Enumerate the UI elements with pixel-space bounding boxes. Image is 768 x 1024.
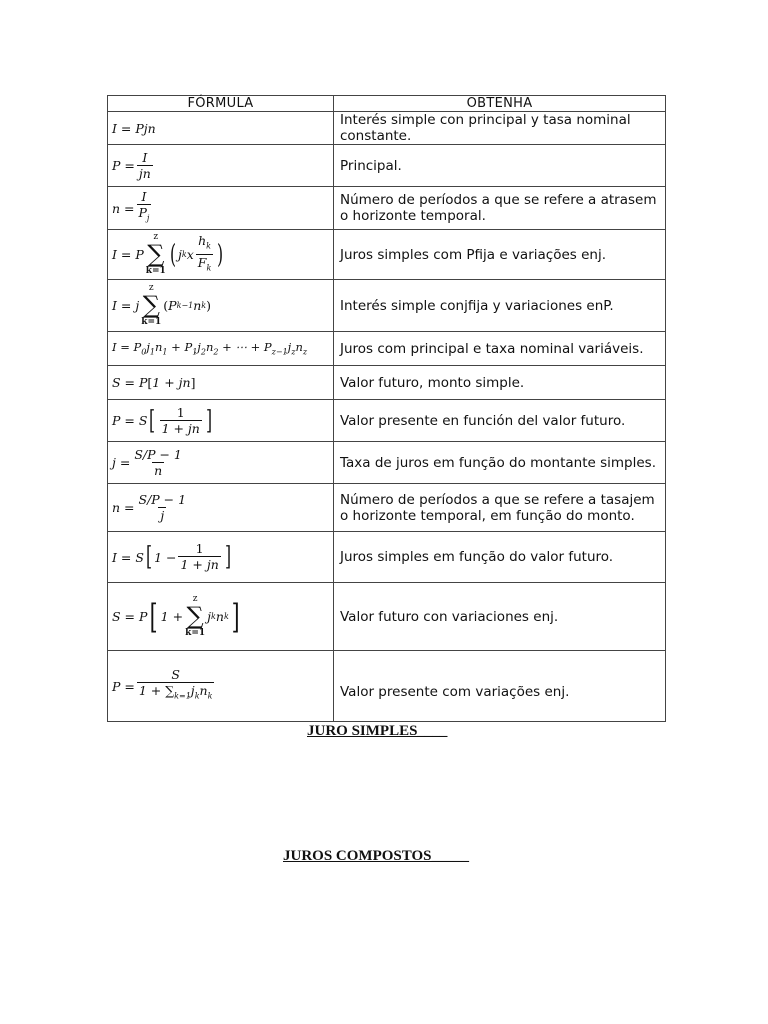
- formula-cell: [108, 442, 334, 484]
- formula-cell: [108, 484, 334, 532]
- formula-image: S = P[1 + jn]: [112, 375, 196, 390]
- table-row: [108, 400, 666, 442]
- formula-cell: [108, 651, 334, 722]
- formula-cell: [108, 583, 334, 651]
- table-header-row: [108, 96, 666, 112]
- formula-image: P = $\frac{S}{1 + \sum_{k=1}j_kn_k}$: [112, 668, 216, 704]
- description-cell: Juros simples com Pfija e variações enj.: [334, 230, 666, 280]
- description-cell: Juros simples em função do valor futuro.: [334, 532, 666, 583]
- description-cell: Juros com principal e taxa nominal variáveis.: [334, 332, 666, 366]
- table-row: [108, 112, 666, 145]
- formula-cell: [108, 532, 334, 583]
- formula-cell: [108, 187, 334, 230]
- formula-cell: [108, 400, 334, 442]
- formula-cell: [108, 366, 334, 400]
- formula-image: S = P [ 1 + z ∑ k=1 j k n k ]: [112, 594, 240, 638]
- formula-image: I = j z ∑ k=1 ( P k−1 n k ): [112, 283, 212, 327]
- heading-juro-simples: JURO SIMPLES____: [307, 723, 448, 739]
- table-row: [108, 442, 666, 484]
- table-row: [108, 187, 666, 230]
- formula-cell: [108, 145, 334, 187]
- table-row: [108, 145, 666, 187]
- formula-cell: [108, 230, 334, 280]
- description-cell: Número de períodos a que se refere a atrasem o horizonte temporal.: [334, 187, 666, 230]
- header-formula: FÓRMULA: [108, 96, 334, 112]
- formula-image: n = $\frac{S/P - 1}{j}$: [112, 491, 187, 523]
- formula-cell: [108, 280, 334, 332]
- description-cell: Número de períodos a que se refere a tasajem o horizonte temporal, em função do monto.: [334, 484, 666, 532]
- formula-image: I = P z ∑ k=1 ( j k x $\frac{h_k}{F_k}$ ): [112, 232, 224, 276]
- description-cell: Principal.: [334, 145, 666, 187]
- table-row: [108, 332, 666, 366]
- table-row: [108, 280, 666, 332]
- header-obtenha: OBTENHA: [334, 96, 666, 112]
- formula-image: n = $\frac{I}{P_j}$: [112, 190, 153, 226]
- table-row: [108, 651, 666, 722]
- formula-cell: [108, 112, 334, 145]
- table-row: [108, 484, 666, 532]
- heading-juros-compostos: JUROS COMPOSTOS_____: [283, 848, 469, 864]
- table-row: [108, 583, 666, 651]
- table-row: [108, 230, 666, 280]
- description-cell: Valor futuro con variaciones enj.: [334, 583, 666, 651]
- table-row: [108, 366, 666, 400]
- formula-image: P = $\frac{I}{jn}$: [112, 149, 151, 181]
- description-cell: Interés simple conjfija y variaciones enP.: [334, 280, 666, 332]
- description-cell: Interés simple con principal y tasa nominal constante.: [334, 112, 666, 145]
- formula-image: j = $\frac{S/P - 1}{n}$: [112, 446, 182, 478]
- formula-image: P = S [ $\frac{1}{1 + jn}$ ]: [112, 404, 212, 436]
- description-cell: Valor presente en función del valor futuro.: [334, 400, 666, 442]
- table-row: [108, 532, 666, 583]
- formula-image: I = Pjn: [112, 120, 156, 136]
- formula-image: $I = P_0j_1n_1 + P_1j_2n_2$ + ⋯ + $P_{z-1}j_zn_z$: [112, 340, 308, 357]
- formula-table: [107, 95, 666, 722]
- formula-image: I = S [ 1 − $\frac{1}{1 + jn}$ ]: [112, 541, 231, 572]
- description-cell: Valor presente com variações enj.: [334, 651, 666, 722]
- description-cell: Taxa de juros em função do montante simples.: [334, 442, 666, 484]
- description-cell: Valor futuro, monto simple.: [334, 366, 666, 400]
- formula-cell: [108, 332, 334, 366]
